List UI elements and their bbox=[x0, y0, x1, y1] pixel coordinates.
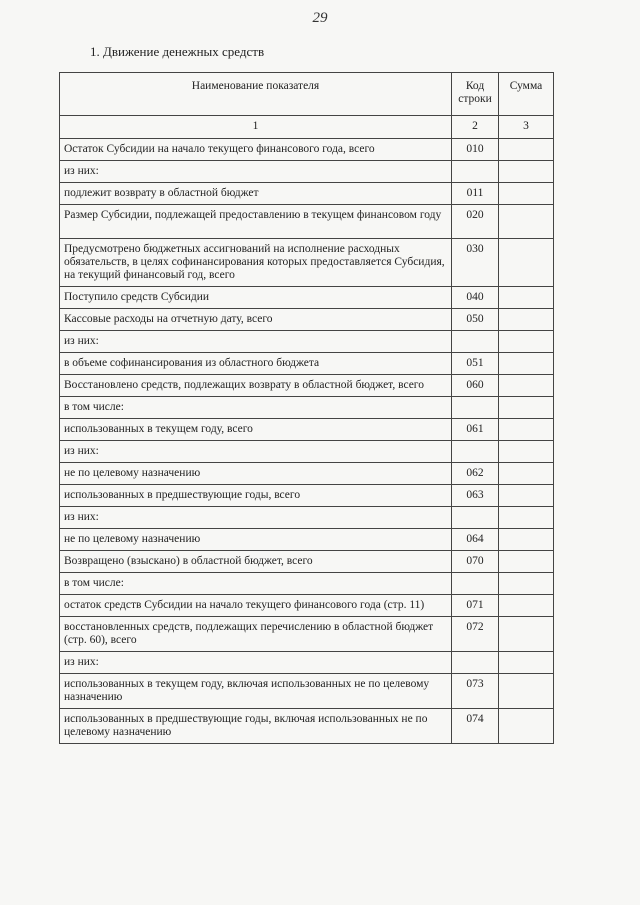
table-row bbox=[60, 309, 554, 331]
amount-cell bbox=[499, 674, 554, 709]
table-row bbox=[60, 419, 554, 441]
line-code-cell bbox=[452, 397, 499, 419]
cash-flow-table bbox=[59, 72, 554, 744]
table-row bbox=[60, 674, 554, 709]
line-code-cell: 074 bbox=[452, 709, 499, 744]
header-amount: Сумма bbox=[499, 73, 554, 116]
table-row bbox=[60, 551, 554, 573]
amount-cell bbox=[499, 205, 554, 239]
amount-cell bbox=[499, 529, 554, 551]
amount-cell bbox=[499, 239, 554, 287]
indicator-name-cell: использованных в текущем году, включая использованных не по целевому назначению bbox=[60, 674, 452, 709]
indicator-name-cell: в том числе: bbox=[60, 573, 452, 595]
line-code-cell: 070 bbox=[452, 551, 499, 573]
amount-cell bbox=[499, 161, 554, 183]
line-code-cell: 061 bbox=[452, 419, 499, 441]
amount-cell bbox=[499, 353, 554, 375]
indicator-name-cell: в объеме софинансирования из областного бюджета bbox=[60, 353, 452, 375]
indicator-name-cell: подлежит возврату в областной бюджет bbox=[60, 183, 452, 205]
line-code-cell: 051 bbox=[452, 353, 499, 375]
indicator-name-cell: Кассовые расходы на отчетную дату, всего bbox=[60, 309, 452, 331]
amount-cell bbox=[499, 397, 554, 419]
indicator-name-cell: не по целевому назначению bbox=[60, 463, 452, 485]
line-code-cell: 062 bbox=[452, 463, 499, 485]
table-row bbox=[60, 139, 554, 161]
amount-cell bbox=[499, 652, 554, 674]
indicator-name-cell: из них: bbox=[60, 652, 452, 674]
table-row bbox=[60, 205, 554, 239]
table-row bbox=[60, 239, 554, 287]
indicator-name-cell: из них: bbox=[60, 161, 452, 183]
amount-cell bbox=[499, 375, 554, 397]
indicator-name-cell: из них: bbox=[60, 507, 452, 529]
amount-cell bbox=[499, 139, 554, 161]
amount-cell bbox=[499, 595, 554, 617]
table-row bbox=[60, 595, 554, 617]
table-row bbox=[60, 161, 554, 183]
line-code-cell bbox=[452, 441, 499, 463]
indicator-name-cell: использованных в предшествующие годы, всего bbox=[60, 485, 452, 507]
table-row bbox=[60, 397, 554, 419]
amount-cell bbox=[499, 309, 554, 331]
line-code-cell: 071 bbox=[452, 595, 499, 617]
line-code-cell: 030 bbox=[452, 239, 499, 287]
header-line-code: Код строки bbox=[452, 73, 499, 116]
amount-cell bbox=[499, 485, 554, 507]
amount-cell bbox=[499, 463, 554, 485]
table-row bbox=[60, 463, 554, 485]
indicator-name-cell: восстановленных средств, подлежащих перечислению в областной бюджет (стр. 60), всего bbox=[60, 617, 452, 652]
line-code-cell: 072 bbox=[452, 617, 499, 652]
amount-cell bbox=[499, 331, 554, 353]
table-row bbox=[60, 441, 554, 463]
amount-cell bbox=[499, 441, 554, 463]
table-row bbox=[60, 529, 554, 551]
section-title: 1. Движение денежных средств bbox=[90, 44, 265, 59]
table-row bbox=[60, 709, 554, 744]
table-row bbox=[60, 331, 554, 353]
amount-cell bbox=[499, 183, 554, 205]
table-row bbox=[60, 652, 554, 674]
amount-cell bbox=[499, 419, 554, 441]
amount-cell bbox=[499, 617, 554, 652]
table-row bbox=[60, 375, 554, 397]
line-code-cell: 063 bbox=[452, 485, 499, 507]
indicator-name-cell: в том числе: bbox=[60, 397, 452, 419]
table-row bbox=[60, 507, 554, 529]
line-code-cell bbox=[452, 652, 499, 674]
line-code-cell: 011 bbox=[452, 183, 499, 205]
amount-cell bbox=[499, 287, 554, 309]
indicator-name-cell: Остаток Субсидии на начало текущего финансового года, всего bbox=[60, 139, 452, 161]
column-numbering-row bbox=[60, 116, 554, 139]
line-code-cell bbox=[452, 161, 499, 183]
table-row bbox=[60, 183, 554, 205]
column-number: 2 bbox=[452, 116, 499, 139]
amount-cell bbox=[499, 573, 554, 595]
indicator-name-cell: не по целевому назначению bbox=[60, 529, 452, 551]
line-code-cell: 064 bbox=[452, 529, 499, 551]
table-row bbox=[60, 353, 554, 375]
amount-cell bbox=[499, 709, 554, 744]
page-number: 29 bbox=[312, 10, 328, 26]
indicator-name-cell: из них: bbox=[60, 331, 452, 353]
line-code-cell: 040 bbox=[452, 287, 499, 309]
line-code-cell bbox=[452, 331, 499, 353]
indicator-name-cell: из них: bbox=[60, 441, 452, 463]
indicator-name-cell: Возвращено (взыскано) в областной бюджет, всего bbox=[60, 551, 452, 573]
table-row bbox=[60, 573, 554, 595]
indicator-name-cell: Восстановлено средств, подлежащих возврату в областной бюджет, всего bbox=[60, 375, 452, 397]
amount-cell bbox=[499, 551, 554, 573]
column-number: 3 bbox=[499, 116, 554, 139]
table-row bbox=[60, 485, 554, 507]
indicator-name-cell: Размер Субсидии, подлежащей предоставлению в текущем финансовом году bbox=[60, 205, 452, 239]
line-code-cell: 073 bbox=[452, 674, 499, 709]
indicator-name-cell: Предусмотрено бюджетных ассигнований на исполнение расходных обязательств, в целях софинансирования которых предоставляется Субсидия, на текущий финансовый год, всего bbox=[60, 239, 452, 287]
column-number: 1 bbox=[60, 116, 452, 139]
indicator-name-cell: использованных в текущем году, всего bbox=[60, 419, 452, 441]
table-row bbox=[60, 287, 554, 309]
header-indicator-name: Наименование показателя bbox=[60, 73, 452, 116]
table-row bbox=[60, 617, 554, 652]
line-code-cell: 060 bbox=[452, 375, 499, 397]
line-code-cell: 050 bbox=[452, 309, 499, 331]
line-code-cell: 010 bbox=[452, 139, 499, 161]
indicator-name-cell: Поступило средств Субсидии bbox=[60, 287, 452, 309]
line-code-cell bbox=[452, 507, 499, 529]
amount-cell bbox=[499, 507, 554, 529]
line-code-cell: 020 bbox=[452, 205, 499, 239]
line-code-cell bbox=[452, 573, 499, 595]
indicator-name-cell: использованных в предшествующие годы, включая использованных не по целевому назначению bbox=[60, 709, 452, 744]
indicator-name-cell: остаток средств Субсидии на начало текущего финансового года (стр. 11) bbox=[60, 595, 452, 617]
table-header-row bbox=[60, 73, 554, 116]
